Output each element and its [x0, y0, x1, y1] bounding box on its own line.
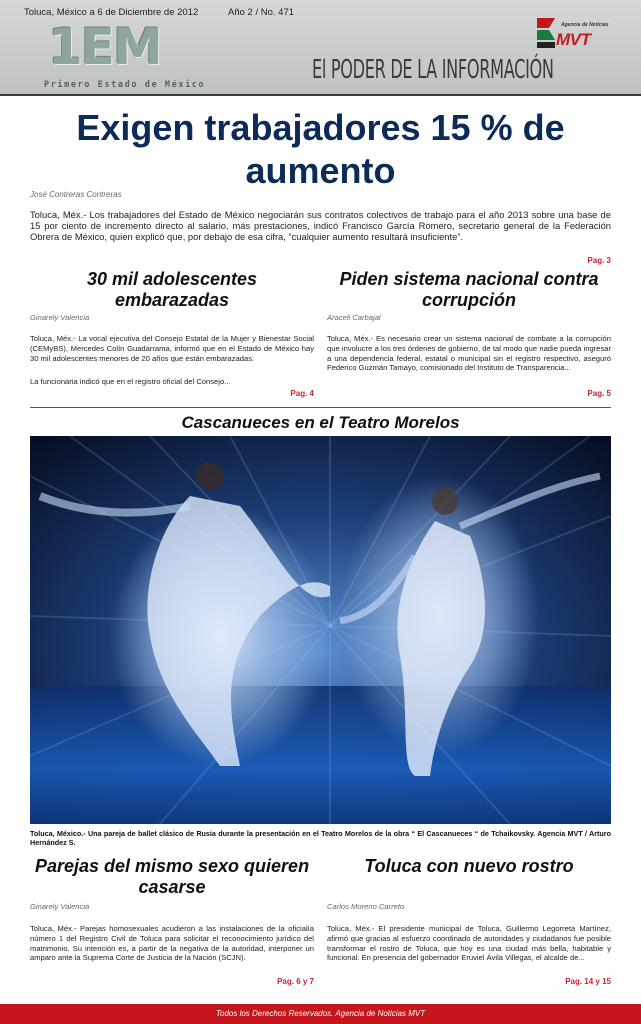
story-page-link[interactable]: Pag. 5 — [587, 389, 611, 398]
feature-title[interactable]: Cascanueces en el Teatro Morelos — [181, 413, 460, 432]
story-byline: Carlos Moreno Carreto — [327, 902, 405, 911]
dateline: Toluca, México a 6 de Diciembre de 2012 — [24, 7, 199, 18]
photo-caption: Toluca, México.- Una pareja de ballet clásico de Rusia durante la presentación en el Teatro Morelos de la obra “ El Cascanueces “ de Tchaikovsky. Agencia MVT / Arturo Hernández S. — [30, 829, 611, 847]
story-headline[interactable]: Piden sistema nacional contra corrupción — [339, 269, 599, 310]
story-byline: Ginarely Valencia — [30, 313, 90, 322]
lead-page-link[interactable]: Pag. 3 — [587, 256, 611, 265]
story-page-link[interactable]: Pag. 6 y 7 — [277, 977, 314, 986]
tagline: El PODER DE LA INFORMACIÓN — [312, 55, 554, 85]
story-byline: Araceli Carbajal — [327, 313, 381, 322]
story-headline[interactable]: Toluca con nuevo rostro — [364, 856, 574, 876]
story-body: Toluca, Méx.- Es necesario crear un sistema nacional de combate a la corrupción que involucre a los tres órdenes de gobierno, de tal modo que nadie pueda ingresar a una dependencia federal, estatal o municipal sin el registro respectivo, aseguró Federico Guzmán Tamayo, comisionado del Instituto de Transparencia... — [327, 334, 611, 373]
story-headline[interactable]: 30 mil adolescentes embarazadas — [86, 269, 258, 310]
newspaper-logo-subtitle: Primero Estado de México — [44, 80, 206, 90]
agency-label: Agencia de Noticias — [561, 22, 609, 28]
story-body: Toluca, Méx.- La vocal ejecutiva del Consejo Estatal de la Mujer y Bienestar Social (CEMyBS), Mercedes Colín Guadarrama, informó que en el Estado de México hay 30 mil adolescentes menores de 20 años que están embarazadas. — [30, 334, 314, 363]
section-divider — [30, 407, 611, 408]
newspaper-logo: 1EM — [48, 18, 161, 76]
story-page-link[interactable]: Pag. 14 y 15 — [565, 977, 611, 986]
story-byline: Ginarely Valencia — [30, 902, 90, 911]
ballet-photo[interactable] — [30, 436, 611, 824]
story-page-link[interactable]: Pag. 4 — [290, 389, 314, 398]
story-body-continued: La funcionaria indicó que en el registro oficial del Consejo... — [30, 377, 231, 386]
issue-number: Año 2 / No. 471 — [228, 7, 295, 18]
story-body: Toluca, Méx.- El presidente municipal de Toluca, Guillermo Legorreta Martínez, afirmó que gracias al esfuerzo coordinado de autoridades y ciudadanos fue posible transformar el rostro de Toluca, que hoy es una ciudad más bella, habitable y funcional. En presencia del gobernador Eruviel Ávila Villegas, el alcalde de... — [327, 924, 611, 963]
lead-headline[interactable]: Exigen trabajadores 15 % de aumento — [76, 107, 565, 191]
story-headline[interactable]: Parejas del mismo sexo quieren casarse — [34, 856, 310, 897]
lead-body: Toluca, Méx.- Los trabajadores del Estado de México negociarán sus contratos colectivos de trabajo para el año 2013 sobre una base de 15 por ciento de incremento directo al salario, más prestaciones, indicó Francisco García Romero, secretario general de la Federación Obrera de México, quien explicó que, por debajo de esa cifra, “cualquier aumento resultará insuficiente”. — [30, 209, 611, 242]
footer-copyright: Todos los Derechos Reservados. Agencia de Noticias MVT — [215, 1009, 426, 1018]
story-body: Toluca, Méx.- Parejas homosexuales acudieron a las instalaciones de la oficialía número 1 del Registro Civil de Toluca para solicitar el reconocimiento jurídico del matrimonio. Su intención es, a partir de la negativa de la autoridad, interponer un amparo ante la Suprema Corte de Justicia de la Nación (SCJN). — [30, 924, 314, 963]
agency-name: MVT — [556, 30, 591, 49]
lead-byline: José Contreras Contreras — [30, 190, 122, 199]
masthead-rule — [0, 94, 641, 96]
